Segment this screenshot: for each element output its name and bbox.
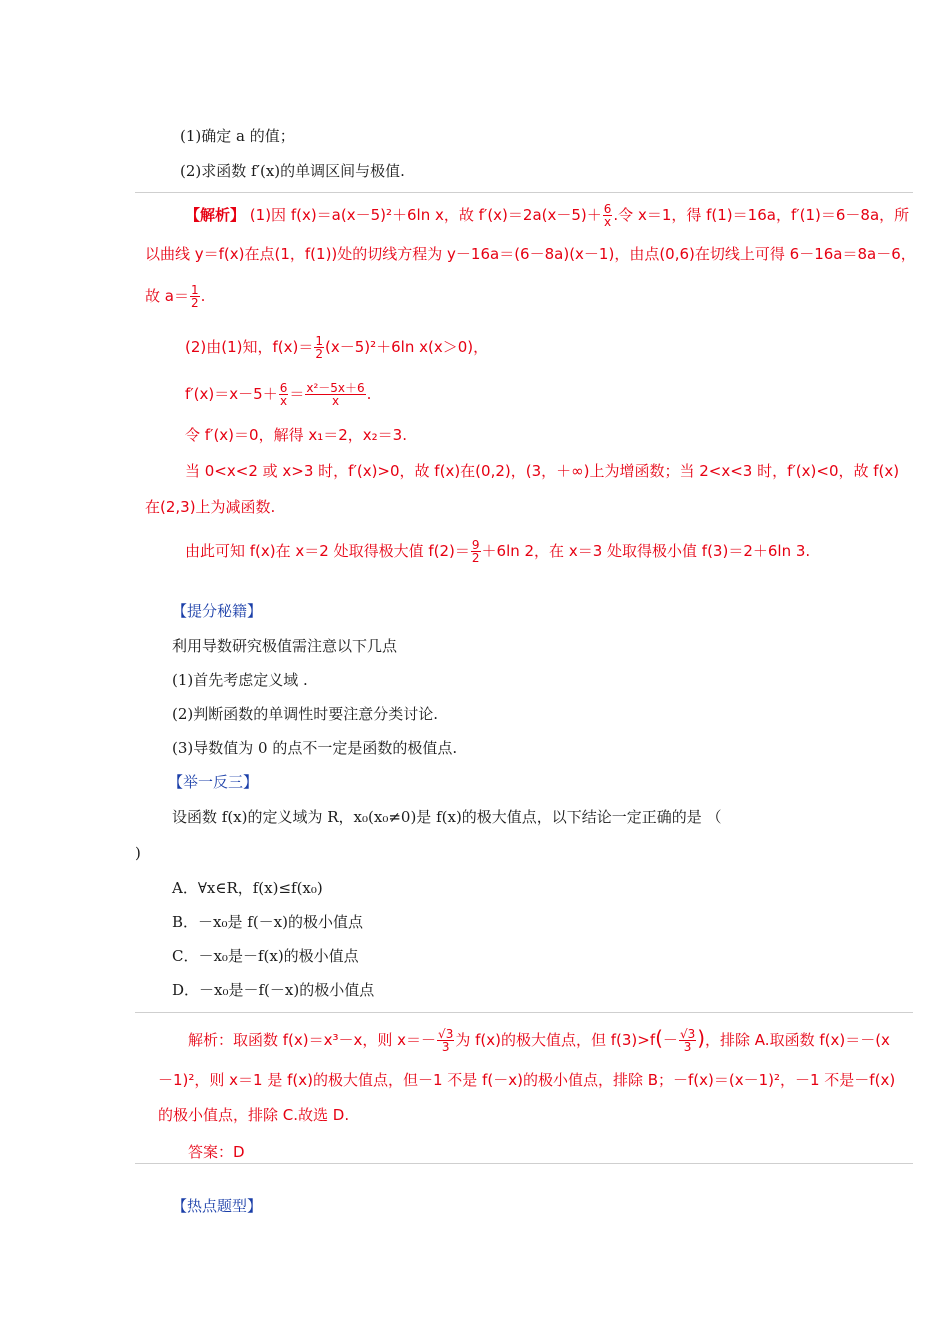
option-b: B．－x₀是 f(－x)的极小值点: [172, 913, 363, 931]
practice-stem-end: ): [135, 844, 141, 862]
solution-line-7: 当 0<x<2 或 x>3 时，f′(x)>0，故 f(x)在(0,2)，(3，＋∞)上为增函数；当 2<x<3 时，f′(x)<0，故 f(x): [185, 462, 900, 480]
divider: [135, 192, 913, 193]
practice-stem: 设函数 f(x)的定义域为 R，x₀(x₀≠0)是 f(x)的极大值点，以下结论一定正确的是 （: [172, 808, 722, 826]
tips-item: (2)判断函数的单调性时要注意分类讨论.: [172, 705, 439, 723]
question-part-2: (2)求函数 f′(x)的单调区间与极值.: [180, 162, 405, 180]
tips-item: (1)首先考虑定义域 .: [172, 671, 308, 689]
solution-line-3: 故 a＝ $\frac{1}{2}$ .: [145, 283, 206, 310]
practice-heading: 【举一反三】: [168, 773, 259, 791]
solution-line-9: 由此可知 f(x)在 x＝2 处取得极大值 f(2)＝ $\frac{9}{2}$ ＋6ln 2，在 x＝3 处取得极小值 f(3)＝2＋6ln 3.: [185, 538, 811, 565]
fraction-6-over-x: $\frac{6}{x}$: [279, 381, 288, 408]
option-c: C．－x₀是－f(x)的极小值点: [172, 947, 359, 965]
solution-line-5: f′(x)＝x－5＋ $\frac{6}{x}$ ＝ $\frac{\text{x²－5x＋6}}{x}$ .: [185, 381, 372, 408]
tips-item: (3)导数值为 0 的点不一定是函数的极值点.: [172, 739, 458, 757]
solution-line-1: [185, 203, 909, 228]
fraction-root3-over-3: $\frac{√3}{3}$: [438, 1027, 454, 1054]
fraction-one-half: $\frac{1}{2}$: [315, 334, 323, 361]
solution-line-8: 在(2,3)上为减函数.: [145, 498, 276, 516]
fraction-root3-over-3: $\frac{√3}{3}$: [679, 1027, 696, 1054]
divider: [135, 1012, 913, 1013]
hot-topics-heading: 【热点题型】: [172, 1197, 263, 1215]
solution-line-2: 以曲线 y＝f(x)在点(1，f(1))处的切线方程为 y－16a＝(6－8a)(x－1)，由点(0,6)在切线上可得 6－16a＝8a－6，: [145, 245, 916, 263]
tips-heading: 【提分秘籍】: [172, 602, 263, 620]
solution-line-6: 令 f′(x)＝0，解得 x₁＝2，x₂＝3.: [185, 426, 407, 444]
solution-label: 【解析】: [185, 206, 246, 224]
fraction-one-half: $\frac{1}{2}$: [190, 283, 199, 310]
answer: 答案：D: [188, 1143, 245, 1161]
fraction-6-over-x: $\frac{6}{x}$: [603, 202, 612, 229]
tips-intro: 利用导数研究极值需注意以下几点: [172, 637, 398, 655]
solution-line-4: (2)由(1)知，f(x)＝ $\frac{1}{2}$ (x－5)²＋6ln x(x＞0)，: [185, 334, 489, 361]
solution-text: .令 x＝1，得 f(1)＝16a，f′(1)＝6－8a，所: [613, 206, 910, 224]
practice-solution-line-1: 解析：取函数 f(x)＝x³－x，则 x＝－ $\frac{√3}{3}$ 为 f(x)的极大值点，但 f(3)>f(－ $\frac{√3}{3}$ )，排除 A.取函数 f(x)＝－(x: [188, 1026, 890, 1054]
fraction-9-over-2: $\frac{9}{2}$: [471, 538, 480, 565]
divider: [135, 1163, 913, 1164]
solution-text: (1)因 f(x)＝a(x－5)²＋6ln x，故 f′(x)＝2a(x－5)＋: [249, 206, 602, 224]
question-part-1: (1)确定 a 的值；: [180, 127, 295, 145]
option-a: A．∀x∈R，f(x)≤f(x₀): [172, 879, 323, 897]
option-d: D．－x₀是－f(－x)的极小值点: [172, 981, 375, 999]
practice-solution-line-3: 的极小值点，排除 C.故选 D.: [158, 1106, 350, 1124]
fraction-quadratic-over-x: $\frac{\text{x²－5x＋6}}{x}$: [306, 381, 365, 408]
practice-solution-line-2: －1)²，则 x＝1 是 f(x)的极大值点，但－1 不是 f(－x)的极小值点，排除 B；－f(x)＝(x－1)²，－1 不是－f(x): [158, 1071, 896, 1089]
